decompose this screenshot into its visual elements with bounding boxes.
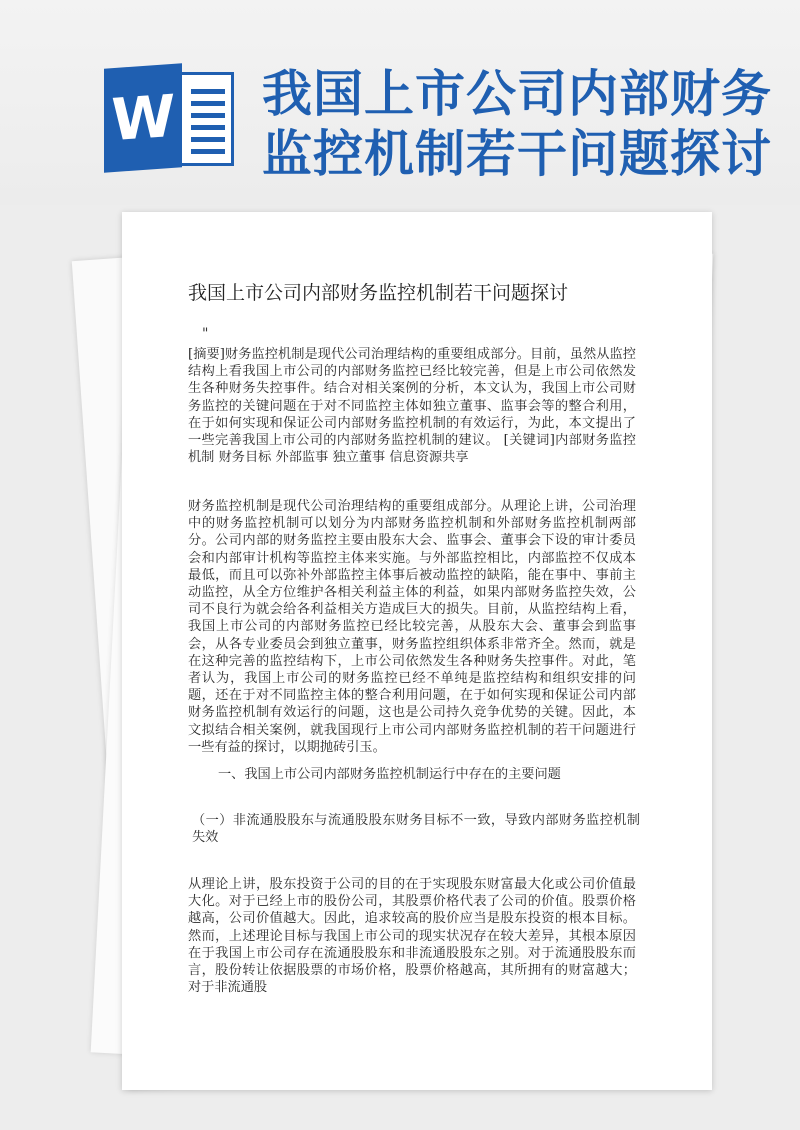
quote-mark: "	[202, 326, 209, 342]
banner-title-line-2: 监控机制若干问题探讨	[262, 125, 772, 183]
subsection-heading-1: （一）非流通股股东与流通股股东财务目标不一致，导致内部财务监控机制失效	[192, 813, 640, 846]
document-page	[122, 212, 712, 1090]
word-letter-badge: W	[104, 63, 182, 172]
word-document-icon	[104, 66, 238, 170]
banner-title	[262, 64, 782, 184]
banner-title-line-1: 我国上市公司内部财务	[262, 65, 772, 123]
abstract-paragraph: [摘要]财务监控机制是现代公司治理结构的重要组成部分。目前，虽然从监控结构上看我国上市公司的内部财务监控已经比较完善，但是上市公司依然发生各种财务失控事件。结合对相关案例的分析，本文认为，我国上市公司财务监控的关键问题在于对不同监控主体如独立董事、监事会等的整合利用，在于如何实现和保证公司内部财务监控机制的有效运行，为此，本文提出了一些完善我国上市公司的内部财务监控机制的建议。 [关键词]内部财务监控机制 财务目标 外部监事 独立董事 信息资源共享	[188, 347, 636, 466]
body-paragraph-2: 从理论上讲，股东投资于公司的目的在于实现股东财富最大化或公司价值最大化。对于已经上市的股份公司，其股票价格代表了公司的价值。股票价格越高，公司价值越大。因此，追求较高的股价应当是股东投资的根本目标。然而，上述理论目标与我国上市公司的现实状况存在较大差异，其根本原因在于我国上市公司存在流通股股东和非流通股股东之别。对于流通股股东而言，股份转让依据股票的市场价格，股票价格越高，其所拥有的财富越大；对于非流通股	[188, 877, 636, 996]
banner-header	[0, 0, 800, 205]
section-heading-1: 一、我国上市公司内部财务监控机制运行中存在的主要问题	[218, 767, 561, 782]
body-paragraph-1: 财务监控机制是现代公司治理结构的重要组成部分。从理论上讲，公司治理中的财务监控机制可以划分为内部财务监控机制和外部财务监控机制两部分。公司内部的财务监控主要由股东大会、监事会、董事会下设的审计委员会和内部审计机构等监控主体来实施。与外部监控相比，内部监控不仅成本最低，而且可以弥补外部监控主体事后被动监控的缺陷，能在事中、事前主动监控，从全方位维护各相关利益主体的利益，如果内部财务监控失效，公司不良行为就会给各利益相关方造成巨大的损失。目前，从监控结构上看，我国上市公司的内部财务监控已经比较完善，从股东大会、董事会到监事会，从各专业委员会到独立董事，财务监控组织体系非常齐全。然而，就是在这种完善的监控结构下，上市公司依然发生各种财务失控事件。对此，笔者认为，我国上市公司的财务监控已经不单纯是监控结构和组织安排的问题，还在于对不同监控主体的整合利用问题，在于如何实现和保证公司内部财务监控机制有效运行的问题，这也是公司持久竞争优势的关键。因此，本文拟结合相关案例，就我国现行上市公司内部财务监控机制的若干问题进行一些有益的探讨，以期抛砖引玉。	[188, 499, 636, 755]
document-title: 我国上市公司内部财务监控机制若干问题探讨	[188, 282, 569, 304]
